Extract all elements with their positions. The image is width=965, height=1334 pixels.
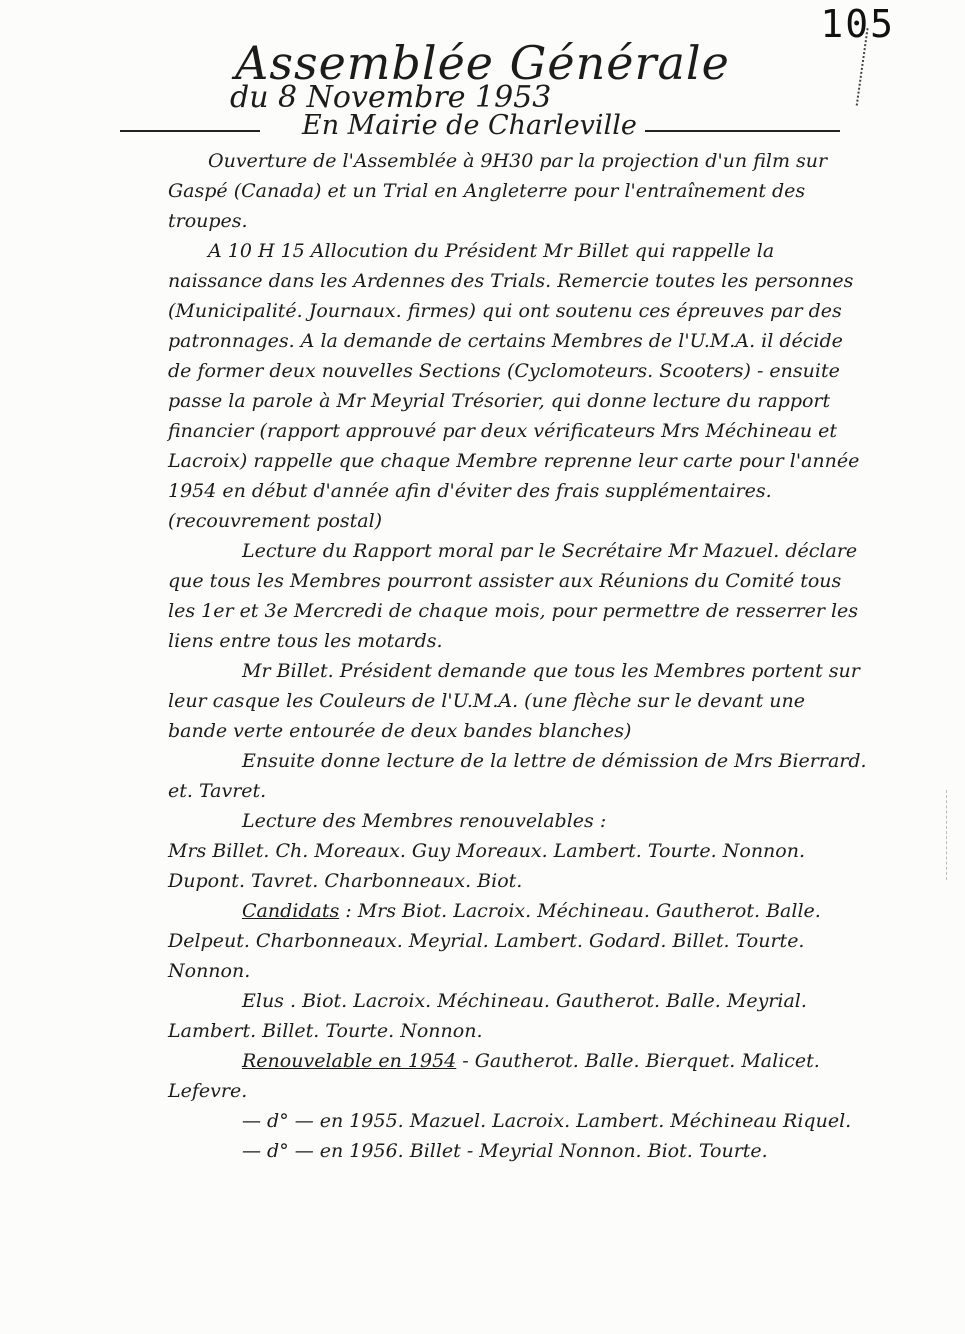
elected-label: Elus <box>242 990 284 1012</box>
paragraph-opening: Ouverture de l'Assemblée à 9H30 par la projection d'un film sur Gaspé (Canada) et un Trial en Angleterre pour l'entraînement des troupes. <box>168 150 828 232</box>
paragraph-resignation: Ensuite donne lecture de la lettre de démission de Mrs Bierrard. et. Tavret. <box>168 750 867 802</box>
document-title: Assemblée Générale <box>235 36 730 90</box>
paragraph-president-address: A 10 H 15 Allocution du Président Mr Billet qui rappelle la naissance dans les Ardennes des Trials. Remercie toutes les personnes (Municipalité. Journaux. firmes) qui ont soutenu ces épreuves par des patronnages. A la demande de certains Membres de l'U.M.A. il décide de former deux nouvelles Sections (Cyclomoteurs. Scooters) - ensuite passe la parole à Mr Meyrial Trésorier, qui donne lecture du rapport financier (rapport approuvé par deux vérificateurs Mrs Méchineau et Lacroix) rappelle que chaque Membre reprenne leur carte pour l'année 1954 en début d'année afin d'éviter des frais supplémentaires. (recouvrement postal) <box>168 240 860 532</box>
scan-edge-marks <box>932 790 947 880</box>
candidates-line <box>168 896 868 986</box>
renew-1955-line: — d° — en 1955. Mazuel. Lacroix. Lambert. Méchineau Riquel. <box>242 1110 852 1132</box>
elected-list: . Biot. Lacroix. Méchineau. Gautherot. Balle. Meyrial. Lambert. Billet. Tourte. Nonnon. <box>168 990 807 1042</box>
renewable-members: Mrs Billet. Ch. Moreaux. Guy Moreaux. Lambert. Tourte. Nonnon. Dupont. Tavret. Charbonneaux. Biot. <box>168 840 806 892</box>
renewable-heading: Lecture des Membres renouvelables : <box>242 810 607 832</box>
renew-1954-label: Renouvelable en 1954 <box>242 1050 457 1072</box>
renew-1956-line: — d° — en 1956. Billet - Meyrial Nonnon. Biot. Tourte. <box>242 1140 768 1162</box>
meeting-date: du 8 Novembre 1953 <box>230 80 552 115</box>
rule-left <box>120 130 260 132</box>
rule-right <box>645 130 840 132</box>
candidates-label: Candidats <box>242 900 340 922</box>
meeting-place: En Mairie de Charleville <box>302 110 637 141</box>
paragraph-club-colours: Mr Billet. Président demande que tous les Membres portent sur leur casque les Couleurs de l'U.M.A. (une flèche sur le devant une bande verte entourée de deux bandes blanches) <box>168 660 860 742</box>
document-body <box>168 146 868 1166</box>
place-line <box>0 110 965 144</box>
page-number: 105 <box>820 2 895 46</box>
paragraph-moral-report: Lecture du Rapport moral par le Secrétaire Mr Mazuel. déclare que tous les Membres pourront assister aux Réunions du Comité tous les 1er et 3e Mercredi de chaque mois, pour permettre de resserrer les liens entre tous les motards. <box>168 540 859 652</box>
renew-1954-line <box>168 1046 868 1106</box>
elected-line <box>168 986 868 1046</box>
renew-1954-list: - Gautherot. Balle. Bierquet. Malicet. Lefevre. <box>168 1050 820 1102</box>
candidates-list: : Mrs Biot. Lacroix. Méchineau. Gautherot. Balle. Delpeut. Charbonneaux. Meyrial. Lambert. Godard. Billet. Tourte. Nonnon. <box>168 900 821 982</box>
